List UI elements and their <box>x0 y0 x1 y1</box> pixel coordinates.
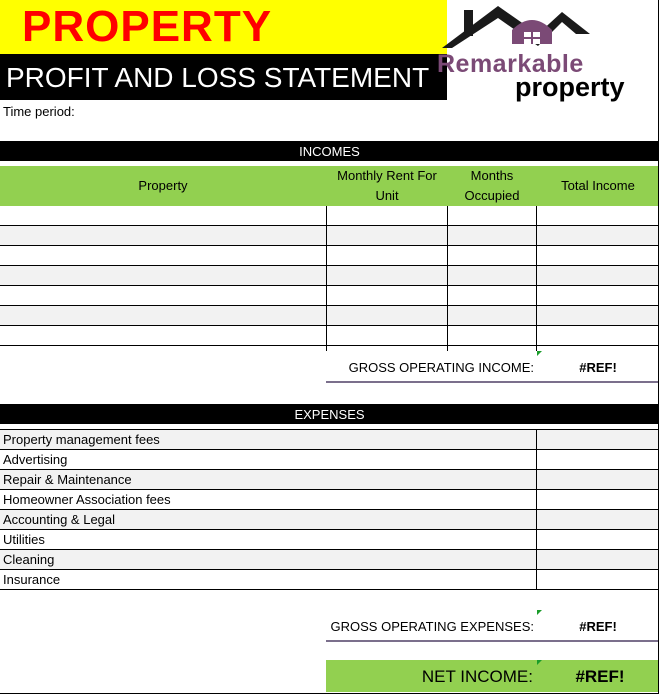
table-row[interactable] <box>0 450 659 470</box>
table-row[interactable] <box>0 226 659 246</box>
expense-label: Homeowner Association fees <box>3 492 171 507</box>
column-divider <box>536 206 537 351</box>
table-row[interactable] <box>0 206 659 226</box>
expense-label: Property management fees <box>3 432 160 447</box>
expense-label: Advertising <box>3 452 68 467</box>
table-row[interactable] <box>0 326 659 346</box>
column-header-monthly-rent: Monthly Rent For Unit <box>337 168 437 203</box>
expense-label: Cleaning <box>3 552 55 567</box>
incomes-table-header <box>0 166 659 206</box>
column-header-months-occupied: Months Occupied <box>464 168 520 203</box>
table-row[interactable] <box>0 570 659 590</box>
table-row[interactable] <box>0 306 659 326</box>
gross-operating-income-label: GROSS OPERATING INCOME: <box>348 360 534 375</box>
column-header-property: Property <box>138 178 188 193</box>
page-title: PROPERTY <box>0 0 447 54</box>
gross-operating-expenses-value: #REF! <box>579 619 617 634</box>
table-row[interactable] <box>0 550 659 570</box>
expense-label: Accounting & Legal <box>3 512 116 527</box>
expenses-section-header: EXPENSES <box>0 404 659 424</box>
gross-operating-income-value: #REF! <box>579 360 617 375</box>
page-subtitle: PROFIT AND LOSS STATEMENT <box>0 54 447 100</box>
expenses-table <box>0 429 659 591</box>
net-income-value: #REF! <box>575 667 625 686</box>
cell-comment-marker-icon <box>537 610 542 615</box>
table-row[interactable] <box>0 510 659 530</box>
expense-label: Repair & Maintenance <box>3 472 132 487</box>
incomes-table-body <box>0 206 659 351</box>
table-row[interactable] <box>0 430 659 450</box>
column-divider <box>447 206 448 351</box>
divider <box>326 640 659 642</box>
cell-comment-marker-icon <box>537 351 542 356</box>
table-row[interactable] <box>0 246 659 266</box>
net-income-label: NET INCOME: <box>421 667 533 686</box>
logo-text-primary: Remarkable <box>437 50 584 78</box>
divider <box>326 381 659 383</box>
column-header-total-income: Total Income <box>561 178 635 193</box>
table-row[interactable] <box>0 490 659 510</box>
expense-label: Insurance <box>3 572 61 587</box>
column-divider <box>326 206 327 351</box>
table-row[interactable] <box>0 530 659 550</box>
table-row[interactable] <box>0 266 659 286</box>
net-income-box <box>326 660 659 692</box>
table-row[interactable] <box>0 286 659 306</box>
time-period-label: Time period: <box>3 104 75 119</box>
incomes-section-header: INCOMES <box>0 141 659 161</box>
table-row[interactable] <box>0 470 659 490</box>
logo-text-secondary: property <box>515 72 625 102</box>
gross-operating-expenses-label: GROSS OPERATING EXPENSES: <box>330 619 534 634</box>
expense-label: Utilities <box>3 532 45 547</box>
column-divider <box>536 430 537 590</box>
